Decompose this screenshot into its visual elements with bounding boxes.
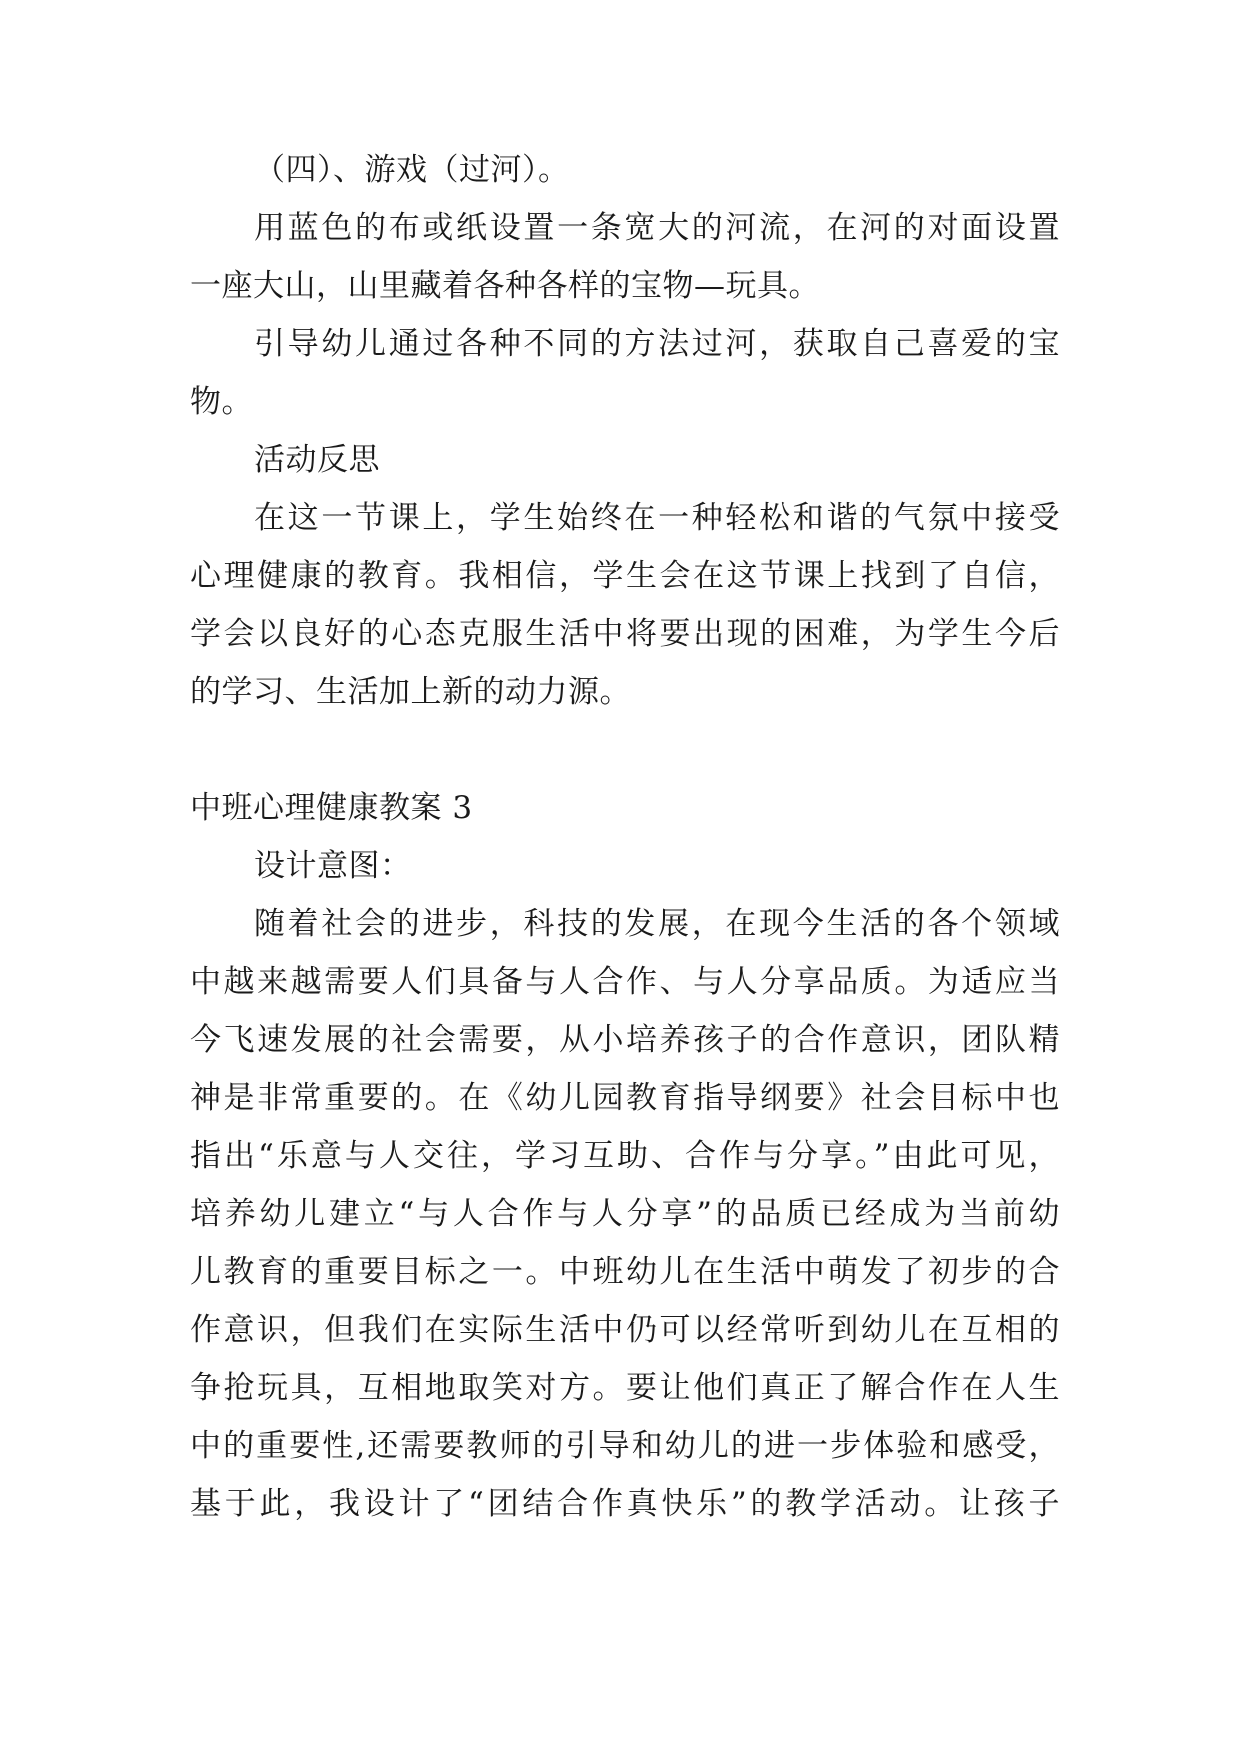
paragraph-line: 中越来越需要人们具备与人合作、与人分享品质。为适应当 [190,964,1060,1000]
paragraph-line: 中的重要性,还需要教师的引导和幼儿的进一步体验和感受， [190,1428,1060,1464]
paragraph-line: 指出“乐意与人交往，学习互助、合作与分享。”由此可见， [190,1138,1060,1174]
section-heading-design-intent: 设计意图： [254,848,412,884]
paragraph-line: 今飞速发展的社会需要，从小培养孩子的合作意识，团队精 [190,1022,1060,1058]
paragraph-line: 作意识，但我们在实际生活中仍可以经常听到幼儿在互相的 [190,1312,1060,1348]
paragraph-line: 随着社会的进步，科技的发展，在现今生活的各个领域 [254,906,1060,942]
paragraph-line: 争抢玩具，互相地取笑对方。要让他们真正了解合作在人生 [190,1370,1060,1406]
paragraph-line: 物。 [190,384,253,420]
section-heading-game: （四）、游戏（过河）。 [254,152,570,188]
paragraph-line: 一座大山，山里藏着各种各样的宝物—玩具。 [190,268,820,304]
paragraph-line: 心理健康的教育。我相信，学生会在这节课上找到了自信， [190,558,1060,594]
paragraph-line: 儿教育的重要目标之一。中班幼儿在生活中萌发了初步的合 [190,1254,1060,1290]
paragraph-line: 在这一节课上，学生始终在一种轻松和谐的气氛中接受 [254,500,1060,536]
paragraph-line: 培养幼儿建立“与人合作与人分享”的品质已经成为当前幼 [190,1196,1060,1232]
paragraph-line: 用蓝色的布或纸设置一条宽大的河流，在河的对面设置 [254,210,1060,246]
lesson-plan-title: 中班心理健康教案 3 [190,790,473,826]
paragraph-line: 神是非常重要的。在《幼儿园教育指导纲要》社会目标中也 [190,1080,1060,1116]
paragraph-line: 基于此，我设计了“团结合作真快乐”的教学活动。让孩子 [190,1486,1060,1522]
section-heading-reflection: 活动反思 [254,442,380,478]
paragraph-line: 的学习、生活加上新的动力源。 [190,674,631,710]
paragraph-line: 引导幼儿通过各种不同的方法过河，获取自己喜爱的宝 [254,326,1060,362]
paragraph-line: 学会以良好的心态克服生活中将要出现的困难，为学生今后 [190,616,1060,652]
